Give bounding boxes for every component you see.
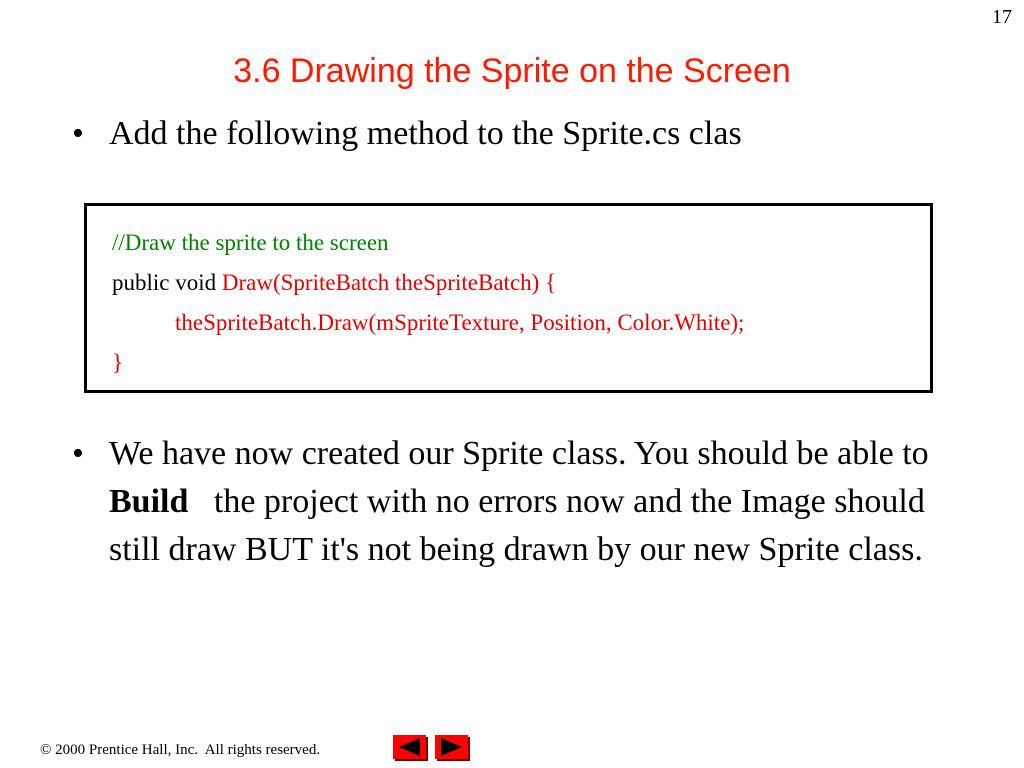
slide-title: 3.6 Drawing the Sprite on the Screen [233,52,791,90]
bullet-text-bold-build: Build [109,483,189,520]
code-closing-brace: } [112,350,124,375]
bullet-dot-icon: • [72,435,84,472]
bullet-item-summary [72,430,984,574]
copyright-symbol: © [40,742,52,758]
code-body: theSpriteBatch.Draw(mSpriteTexture, Position, Color.White); [175,310,745,335]
footer-copyright [40,742,320,759]
left-arrow-icon [393,735,426,759]
next-slide-button[interactable] [435,735,468,759]
code-signature-rest: Draw(SpriteBatch theSpriteBatch) { [221,270,557,295]
code-comment: //Draw the sprite to the screen [112,230,389,255]
copyright-text: 2000 Prentice Hall, Inc. All rights reserved. [51,742,321,758]
right-arrow-icon [435,735,468,759]
bullet-text-before-bold: We have now created our Sprite class. You should be able to [109,435,929,472]
bullet-text [109,430,984,574]
page-number: 17 [992,6,1012,28]
bullet-text-after-bold: the project with no errors now and the Image should still draw BUT it's not being drawn by our new Sprite class. [109,483,934,568]
code-signature [112,270,556,296]
bullet-item-method [72,110,984,158]
previous-slide-button[interactable] [393,735,426,759]
code-signature-prefix: public void [112,270,222,295]
bullet-text: Add the following method to the Sprite.cs clas [109,115,742,152]
code-box [84,203,933,393]
bullet-dot-icon: • [72,115,84,152]
